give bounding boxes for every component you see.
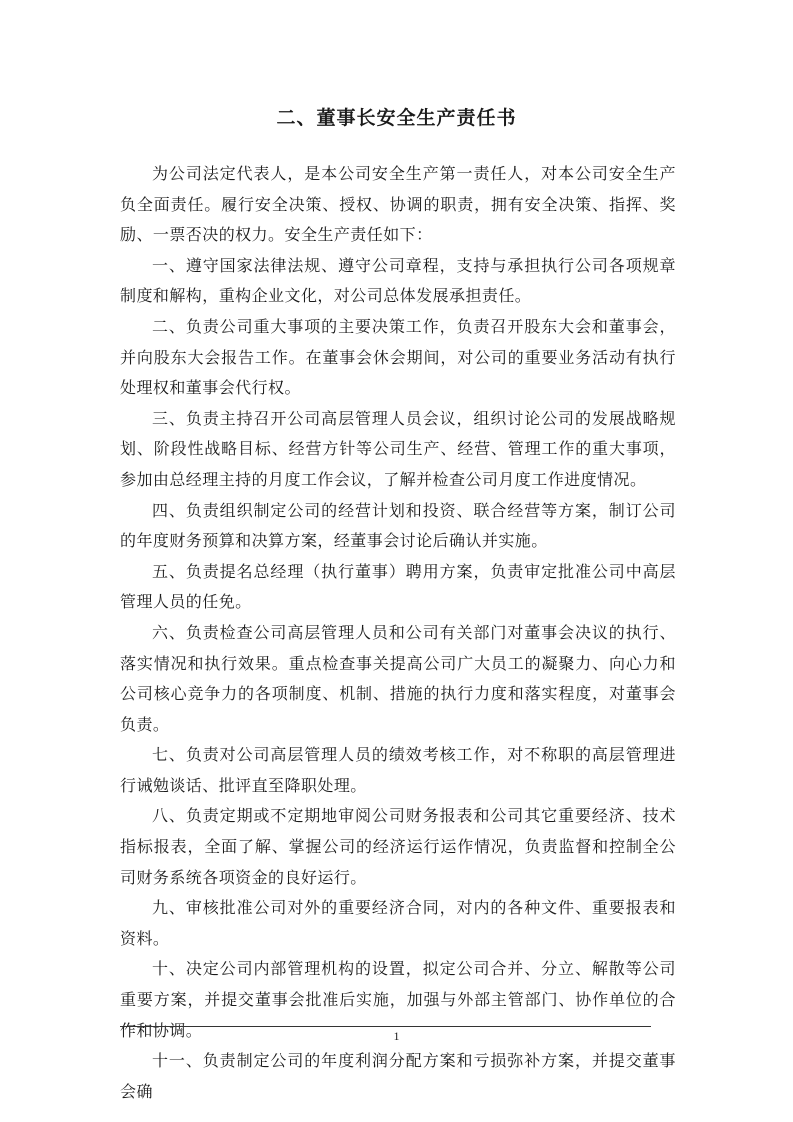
duty-paragraph-2: 二、负责公司重大事项的主要决策工作，负责召开股东大会和董事会，并向股东大会报告工作。在董事会休会期间，对公司的重要业务活动有执行处理权和董事会代行权。 [120, 316, 676, 398]
intro-paragraph: 为公司法定代表人，是本公司安全生产第一责任人，对本公司安全生产负全面责任。履行安全决策、授权、协调的职责，拥有安全决策、指挥、奖励、一票否决的权力。安全生产责任如下： [120, 164, 676, 245]
duty-paragraph-8: 八、负责定期或不定期地审阅公司财务报表和公司其它重要经济、技术指标报表，全面了解、掌握公司的经济运行运作情况，负责监督和控制全公司财务系统各项资金的良好运行。 [120, 806, 676, 887]
duty-paragraph-1: 一、遵守国家法律法规、遵守公司章程，支持与承担执行公司各项规章制度和解构，重构企业文化，对公司总体发展承担责任。 [120, 255, 676, 306]
footer-divider [120, 1026, 651, 1027]
duty-paragraph-7: 七、负责对公司高层管理人员的绩效考核工作，对不称职的高层管理进行诫勉谈话、批评直至降职处理。 [120, 745, 676, 795]
duty-paragraph-9: 九、审核批准公司对外的重要经济合同，对内的各种文件、重要报表和资料。 [120, 898, 676, 948]
duty-paragraph-10: 十、决定公司内部管理机构的设置，拟定公司合并、分立、解散等公司重要方案，并提交董事会批准后实施，加强与外部主管部门、协作单位的合作和协调。 [120, 959, 676, 1040]
page-number: 1 [393, 1029, 400, 1043]
document-body [120, 159, 676, 1107]
duty-paragraph-6: 六、负责检查公司高层管理人员和公司有关部门对董事会决议的执行、落实情况和执行效果。重点检查事关提高公司广大员工的凝聚力、向心力和公司核心竞争力的各项制度、机制、措施的执行力度和落实程度，对董事会负责。 [120, 622, 676, 734]
duty-paragraph-5: 五、负责提名总经理（执行董事）聘用方案，负责审定批准公司中高层管理人员的任免。 [120, 561, 676, 612]
duty-paragraph-4: 四、负责组织制定公司的经营计划和投资、联合经营等方案，制订公司的年度财务预算和决算方案，经董事会讨论后确认并实施。 [120, 500, 676, 551]
page-title: 二、董事长安全生产责任书 [276, 107, 517, 129]
duty-paragraph-3: 三、负责主持召开公司高层管理人员会议，组织讨论公司的发展战略规划、阶段性战略目标、经营方针等公司生产、经营、管理工作的重大事项，参加由总经理主持的月度工作会议，了解并检查公司月度工作进度情况。 [120, 408, 676, 489]
duty-paragraph-11: 十一、负责制定公司的年度利润分配方案和亏损弥补方案，并提交董事会确 [120, 1051, 676, 1101]
